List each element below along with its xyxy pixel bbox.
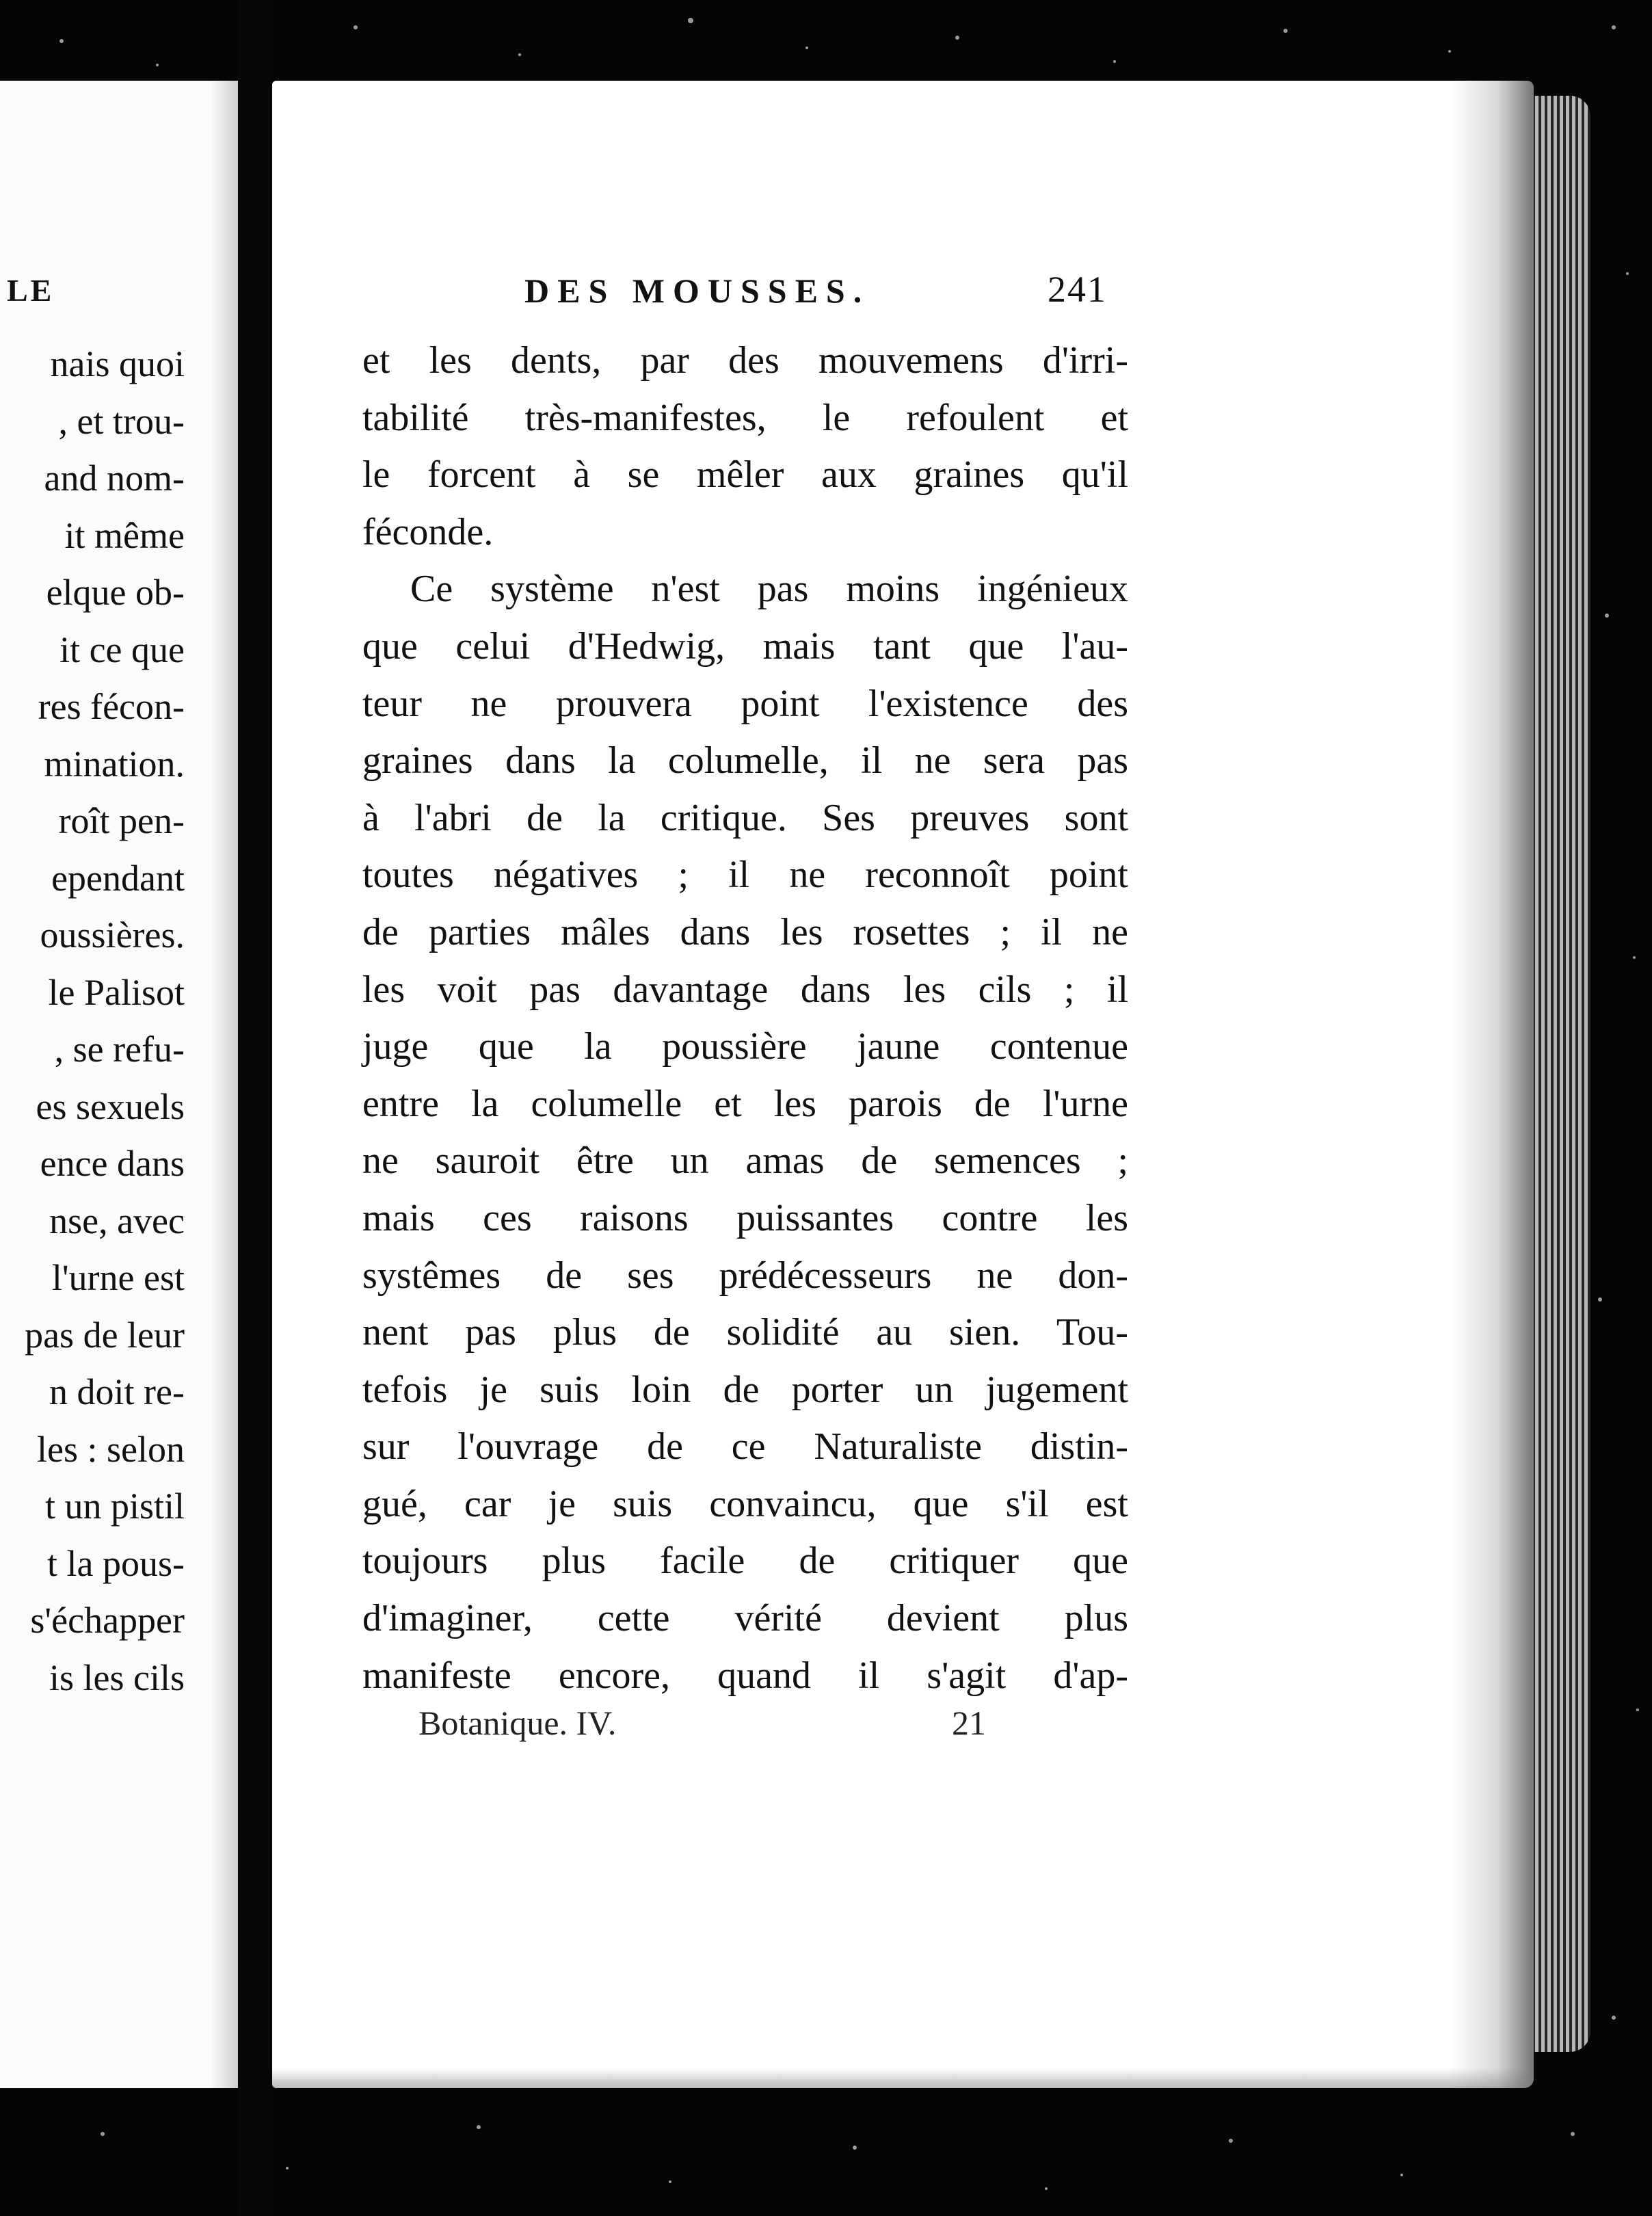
left-text-line: it ce que	[59, 629, 185, 670]
left-text-line: , se refu-	[54, 1029, 185, 1070]
book-gutter	[238, 0, 274, 2216]
right-page-edge-shadow	[1452, 81, 1534, 2088]
text-line: tabilité très-manifestes, le refoulent et	[362, 396, 1128, 439]
signature-title: Botanique. IV.	[418, 1704, 617, 1742]
text-line: tefois je suis loin de porter un jugement	[362, 1368, 1128, 1411]
left-text-line: , et trou-	[58, 400, 185, 442]
left-running-head-fragment: LE	[7, 273, 55, 308]
page-number: 241	[1048, 269, 1107, 310]
text-line: les voit pas davantage dans les cils ; il	[362, 968, 1128, 1011]
running-head: DES MOUSSES.	[524, 272, 870, 310]
left-text-line: ependant	[51, 857, 185, 899]
text-line: sur l'ouvrage de ce Naturaliste distin-	[362, 1425, 1128, 1468]
text-line: graines dans la columelle, il ne sera pas	[362, 739, 1128, 782]
left-text-line: l'urne est	[51, 1257, 185, 1298]
left-text-line: t la pous-	[47, 1542, 185, 1584]
left-page-text	[25, 336, 185, 1706]
text-line: entre la columelle et les parois de l'urne	[362, 1082, 1128, 1125]
text-line: systêmes de ses prédécesseurs ne don-	[362, 1254, 1128, 1297]
left-text-line: nais quoi	[50, 343, 185, 384]
left-text-line: es sexuels	[36, 1085, 185, 1127]
text-line: Ce système n'est pas moins ingénieux	[410, 568, 1128, 611]
left-page-fragment	[0, 81, 238, 2088]
left-text-line: n doit re-	[49, 1371, 185, 1412]
right-page-bottom-shadow	[272, 2068, 1534, 2088]
text-line: teur ne prouvera point l'existence des	[362, 682, 1128, 725]
page-stack-edges	[1529, 96, 1590, 2052]
left-text-line: ence dans	[40, 1143, 185, 1184]
left-text-line: it même	[64, 514, 185, 556]
text-line: toujours plus facile de critiquer que	[362, 1540, 1128, 1583]
text-line: toutes négatives ; il ne reconnoît point	[362, 854, 1128, 897]
left-text-line: is les cils	[49, 1657, 185, 1698]
left-text-line: and nom-	[44, 458, 185, 499]
left-text-line: roît pen-	[58, 800, 185, 841]
text-line: à l'abri de la critique. Ses preuves sont	[362, 796, 1128, 839]
left-text-line: les : selon	[37, 1428, 185, 1470]
left-text-line: t un pistil	[44, 1486, 185, 1527]
left-text-line: res fécon-	[38, 686, 185, 727]
signature-footer	[418, 1703, 1007, 1743]
text-line: que celui d'Hedwig, mais tant que l'au-	[362, 624, 1128, 668]
text-line: et les dents, par des mouvemens d'irri-	[362, 339, 1128, 382]
left-text-line: oussières.	[40, 914, 185, 955]
left-text-line: elque ob-	[46, 572, 185, 613]
signature-mark: 21	[952, 1704, 986, 1742]
text-line: féconde.	[362, 510, 494, 553]
text-line: le forcent à se mêler aux graines qu'il	[362, 453, 1128, 497]
left-text-line: s'échapper	[30, 1600, 185, 1641]
text-line: gué, car je suis convaincu, que s'il est	[362, 1482, 1128, 1525]
left-text-line: nse, avec	[49, 1200, 185, 1241]
text-line: mais ces raisons puissantes contre les	[362, 1196, 1128, 1239]
text-line: manifeste encore, quand il s'agit d'ap-	[362, 1654, 1128, 1697]
text-line: juge que la poussière jaune contenue	[362, 1025, 1128, 1068]
text-line: nent pas plus de solidité au sien. Tou-	[362, 1311, 1128, 1354]
left-text-line: le Palisot	[48, 971, 185, 1013]
text-line: de parties mâles dans les rosettes ; il ne	[362, 910, 1128, 953]
left-page-gutter-shadow	[211, 81, 238, 2088]
text-line: d'imaginer, cette vérité devient plus	[362, 1597, 1128, 1640]
left-text-line: mination.	[44, 743, 185, 784]
left-text-line: pas de leur	[25, 1314, 185, 1356]
right-page-text	[362, 332, 1128, 1704]
text-line: ne sauroit être un amas de semences ;	[362, 1139, 1128, 1183]
